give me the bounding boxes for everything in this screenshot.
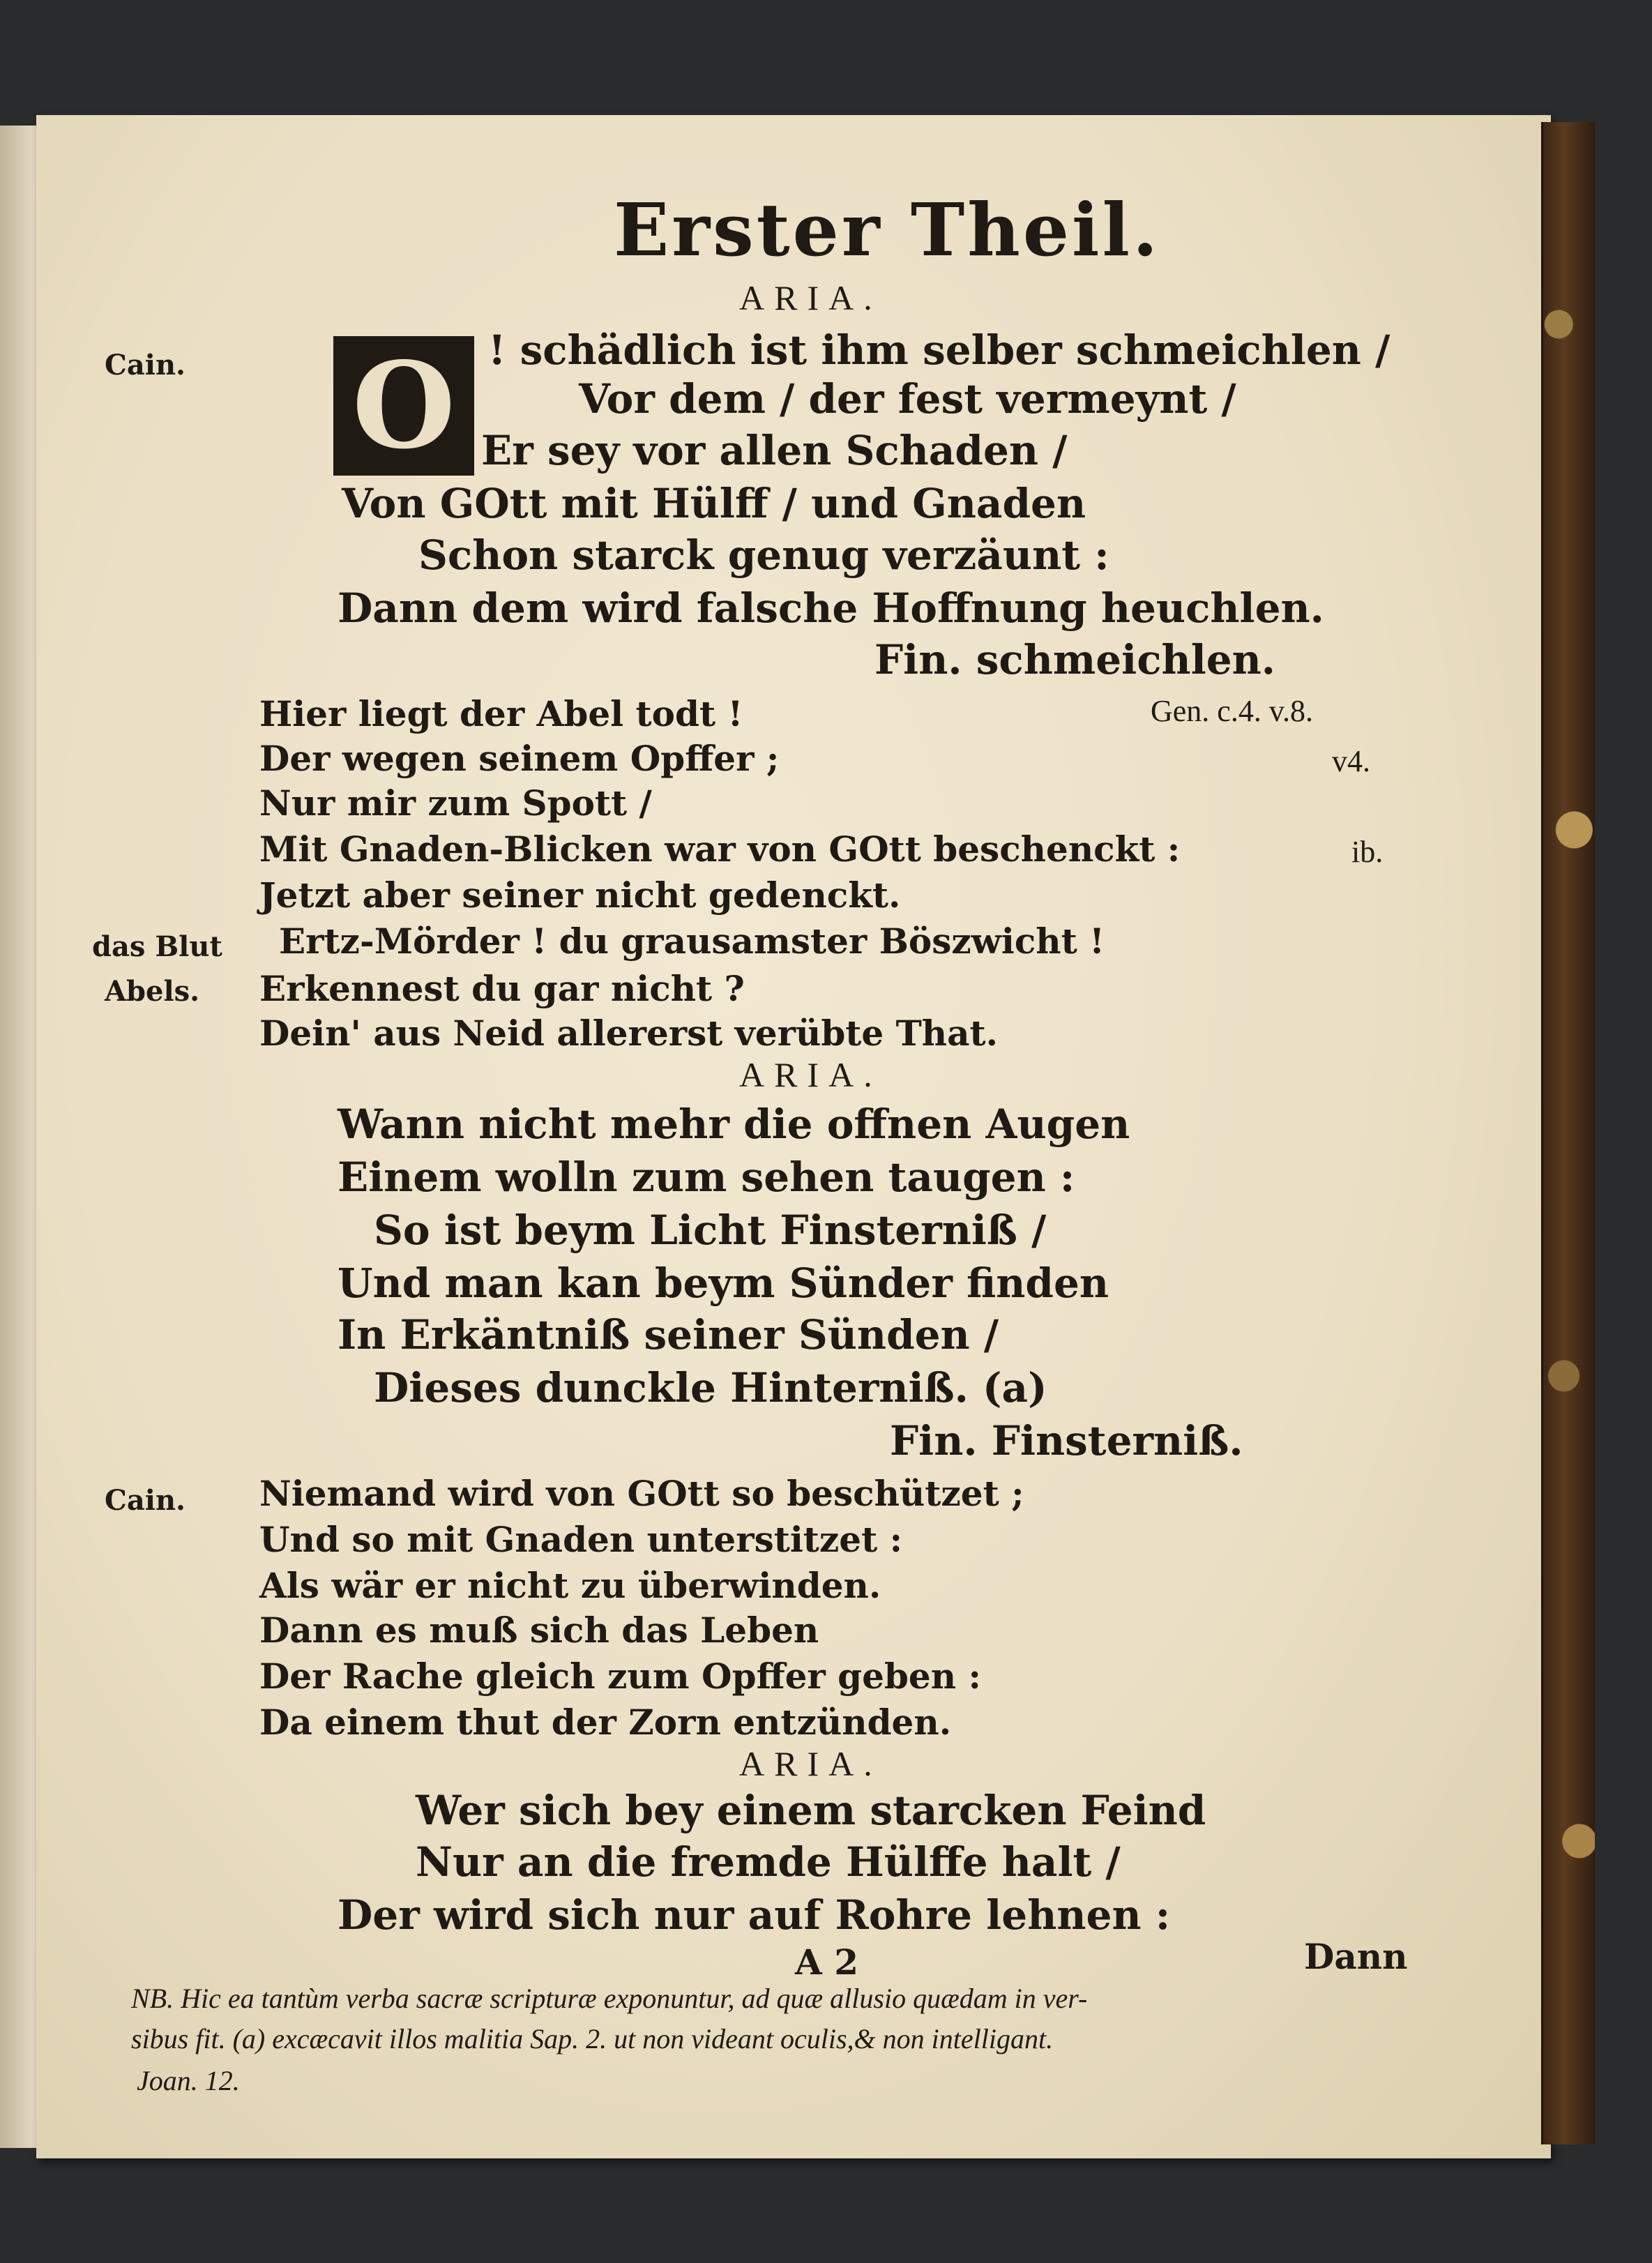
- verse-line: Vor dem / der fest vermeynt /: [579, 375, 1236, 423]
- recit-line: Dann es muß sich das Leben: [259, 1610, 819, 1651]
- recit-line: Da einem thut der Zorn entzünden.: [259, 1702, 952, 1743]
- speaker-label: Abels.: [105, 975, 200, 1008]
- recit-line: Der Rache gleich zum Opffer geben :: [259, 1656, 981, 1697]
- verse-line: ! schädlich ist ihm selber schmeichlen /: [488, 326, 1390, 374]
- aria-heading: ARIA.: [739, 1055, 882, 1094]
- recit-line: Als wär er nicht zu überwinden.: [259, 1565, 881, 1606]
- recit-line: Jetzt aber seiner nicht gedenckt.: [259, 875, 901, 916]
- verse-line: Nur an die fremde Hülffe halt /: [416, 1838, 1121, 1886]
- verse-line: Dieses dunckle Hinterniß. (a): [374, 1364, 1047, 1411]
- footnote-line: Joan. 12.: [137, 2065, 240, 2096]
- recit-line: Ertz-Mörder ! du grausamster Böszwicht !: [279, 921, 1105, 962]
- verse-line: Er sey vor allen Schaden /: [481, 427, 1068, 474]
- speaker-label: Cain.: [105, 1484, 185, 1517]
- verse-line: Wer sich bey einem starcken Feind: [416, 1787, 1206, 1834]
- recit-line: Dein' aus Neid allererst verübte That.: [259, 1013, 999, 1054]
- marbled-binding: [1541, 122, 1595, 2144]
- page-title: Erster Theil.: [614, 187, 1161, 273]
- verse-line: Und man kan beym Sünder finden: [338, 1259, 1109, 1307]
- aria-heading: ARIA.: [739, 278, 882, 317]
- verse-line: Wann nicht mehr die offnen Augen: [338, 1100, 1130, 1148]
- recit-line: Niemand wird von GOtt so beschützet ;: [259, 1473, 1024, 1514]
- bible-reference: ib.: [1351, 835, 1384, 869]
- verse-line: Schon starck genug verzäunt :: [418, 531, 1109, 579]
- recit-line: Mit Gnaden-Blicken war von GOtt beschenckt :: [259, 828, 1181, 870]
- recit-line: Und so mit Gnaden unterstitzet :: [259, 1519, 903, 1560]
- verse-line: Einem wolln zum sehen taugen :: [338, 1153, 1075, 1201]
- recit-line: Nur mir zum Spott /: [259, 782, 652, 824]
- footnote-line: NB. Hic ea tantùm verba sacræ scripturæ exponuntur, ad quæ allusio quædam in ver-: [131, 1983, 1088, 2014]
- footnote-line: sibus fit. (a) excæcavit illos malitia Sap. 2. ut non videant oculis,& non intelligant.: [131, 2023, 1054, 2054]
- recit-line: Erkennest du gar nicht ?: [259, 968, 745, 1009]
- recit-line: Hier liegt der Abel todt !: [259, 693, 743, 734]
- verse-line: Der wird sich nur auf Rohre lehnen :: [338, 1891, 1171, 1939]
- signature-mark: A 2: [795, 1942, 858, 1983]
- verse-line: Von GOtt mit Hülff / und Gnaden: [342, 480, 1086, 527]
- verse-line: So ist beym Licht Finsterniß /: [374, 1206, 1047, 1254]
- verse-line: In Erkäntniß seiner Sünden /: [338, 1311, 999, 1358]
- verse-line: Dann dem wird falsche Hoffnung heuchlen.: [338, 584, 1324, 632]
- aria-heading: ARIA.: [739, 1744, 882, 1783]
- bible-reference: v4.: [1332, 744, 1370, 778]
- drop-cap: O: [333, 336, 474, 476]
- speaker-label: Cain.: [105, 349, 185, 381]
- speaker-label: das Blut: [92, 930, 222, 963]
- bible-reference: Gen. c.4. v.8.: [1151, 694, 1313, 728]
- recit-line: Der wegen seinem Opffer ;: [259, 738, 780, 779]
- fin-line: Fin. Finsterniß.: [890, 1417, 1243, 1464]
- catchword: Dann: [1304, 1936, 1408, 1977]
- fin-line: Fin. schmeichlen.: [874, 636, 1275, 683]
- left-page-edge: [0, 126, 38, 2148]
